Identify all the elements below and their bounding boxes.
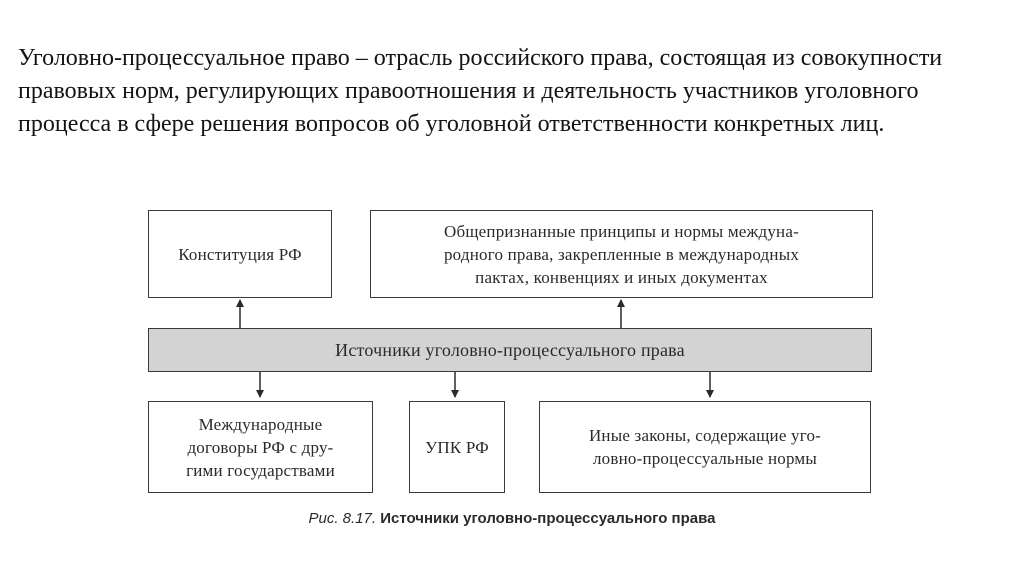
- box-other-laws: Иные законы, содержащие уго- ловно-процессуальные нормы: [539, 401, 871, 493]
- box-constitution: Конституция РФ: [148, 210, 332, 298]
- figure-caption: [0, 510, 1024, 527]
- box-international-treaties: Международные договоры РФ с дру- гими государствами: [148, 401, 373, 493]
- box-sources-central: Источники уголовно-процессуального права: [148, 328, 872, 372]
- box-upk: УПК РФ: [409, 401, 505, 493]
- definition-text: Уголовно-процессуальное право – отрасль российского права, состоящая из совокупности правовых норм, регулирующих правоотношения и деятельность участников уголовного процесса в сфере решения вопросов об уголовной ответственности конкретных лиц.: [18, 45, 943, 137]
- box-international-principles: Общепризнанные принципы и нормы междуна- родного права, закрепленные в международных пактах, конвенциях и иных документах: [370, 210, 873, 298]
- caption-title: Источники уголовно-процессуального права: [380, 510, 716, 527]
- caption-number: Рис. 8.17.: [308, 510, 377, 527]
